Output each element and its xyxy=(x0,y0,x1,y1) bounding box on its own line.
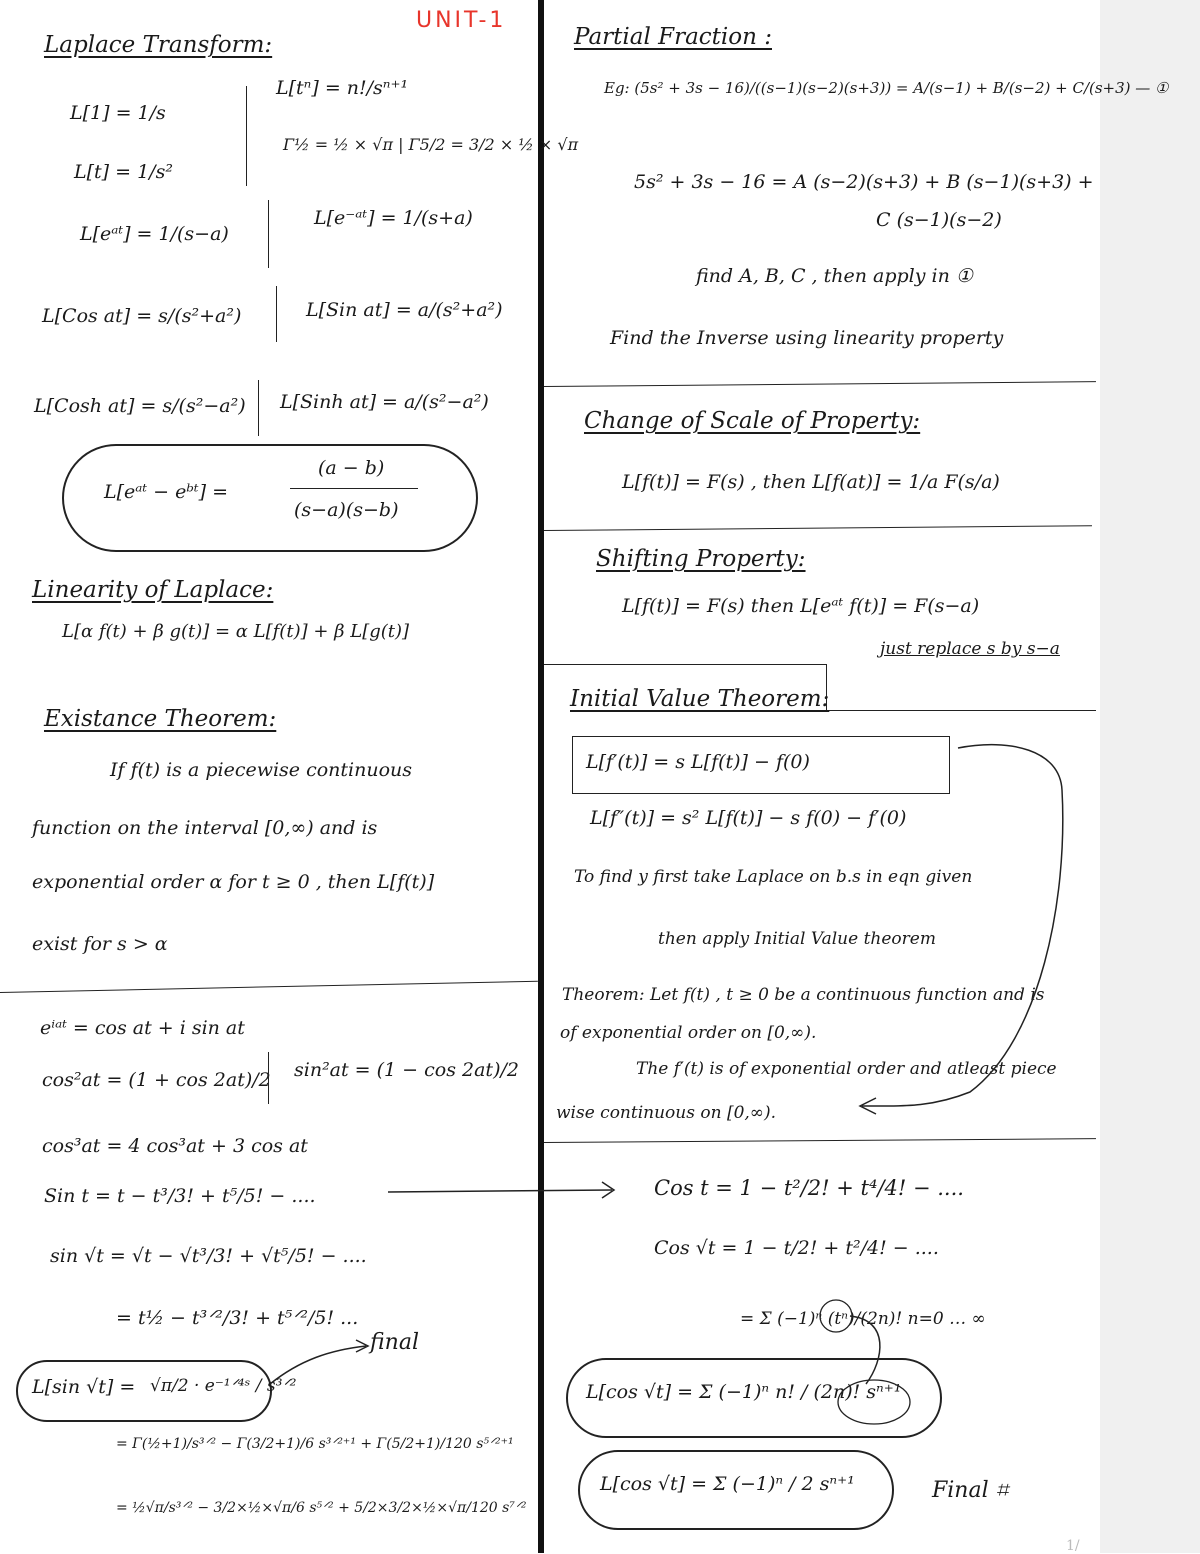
formula-cos: L[Cos at] = s/(s²+a²) xyxy=(42,305,242,327)
page-margin xyxy=(1100,0,1200,1553)
partial-fraction-heading: Partial Fraction : xyxy=(574,24,772,50)
change-of-scale-eq: L[f(t)] = F(s) , then L[f(at)] = 1/a F(s/a) xyxy=(622,471,1000,493)
theorem-line-4: wise continuous on [0,∞). xyxy=(556,1103,776,1123)
existence-line-1: If f(t) is a piecewise continuous xyxy=(110,759,413,781)
section-rule-right-3a xyxy=(544,664,826,665)
sin-square: sin²at = (1 − cos 2at)/2 xyxy=(294,1059,519,1081)
existence-heading: Existance Theorem: xyxy=(44,706,277,732)
cos-sqrt-series: Cos √t = 1 − t/2! + t²/4! − .... xyxy=(654,1237,939,1259)
ivt-heading: Initial Value Theorem: xyxy=(570,686,830,712)
cos-square: cos²at = (1 + cos 2at)/2 xyxy=(42,1069,271,1091)
formula-lt: L[t] = 1/s² xyxy=(74,161,173,183)
separator-4 xyxy=(258,380,259,436)
formula-sin: L[Sin at] = a/(s²+a²) xyxy=(306,299,503,321)
cos-cube: cos³at = 4 cos³at + 3 cos at xyxy=(42,1135,308,1157)
section-rule-right-3c xyxy=(826,710,1096,711)
partial-fraction-example: Eg: (5s² + 3s − 16)/((s−1)(s−2)(s+3)) = A/(s−1) + B/(s−2) + C/(s+3) — ① xyxy=(604,79,1169,97)
result-rhs: √π/2 · e⁻¹ᐟ⁴ˢ / s³ᐟ² xyxy=(150,1376,297,1396)
separator-5 xyxy=(268,1052,269,1104)
separator-1 xyxy=(246,86,247,186)
separator-2 xyxy=(268,200,269,268)
cos-series: Cos t = 1 − t²/2! + t⁴/4! − .... xyxy=(654,1176,964,1200)
change-of-scale-heading: Change of Scale of Property: xyxy=(584,408,921,434)
theorem-line-3: The f′(t) is of exponential order and atleast piece xyxy=(636,1059,1057,1079)
final-label-left: final xyxy=(370,1330,419,1355)
partial-fraction-line-2: 5s² + 3s − 16 = A (s−2)(s+3) + B (s−1)(s+3) + xyxy=(634,171,1094,193)
theorem-line-2: of exponential order on [0,∞). xyxy=(560,1023,817,1043)
shifting-heading: Shifting Property: xyxy=(596,546,806,572)
sin-sqrt-series-2: = t½ − t³ᐟ²/3! + t⁵ᐟ²/5! ... xyxy=(116,1307,359,1329)
final-label-right: Final ⌗ xyxy=(932,1478,1009,1503)
separator-3 xyxy=(276,286,277,342)
partial-fraction-line-3: C (s−1)(s−2) xyxy=(876,209,1002,231)
existence-line-4: exist for s > α xyxy=(32,933,168,955)
linearity-eq: L[α f(t) + β g(t)] = α L[f(t)] + β L[g(t)] xyxy=(62,621,410,642)
formula-sinh: L[Sinh at] = a/(s²−a²) xyxy=(280,391,489,413)
existence-line-2: function on the interval [0,∞) and is xyxy=(32,817,378,839)
formula-cosh: L[Cosh at] = s/(s²−a²) xyxy=(34,395,246,417)
formula-diff-den: (s−a)(s−b) xyxy=(294,499,399,521)
formula-diff-lhs: L[eᵃᵗ − eᵇᵗ] = xyxy=(104,481,228,503)
unit-title: UNIT-1 xyxy=(416,8,507,33)
theorem-line-1: Theorem: Let f(t) , t ≥ 0 be a continuous function and is xyxy=(562,985,1045,1005)
shifting-note: just replace s by s−a xyxy=(880,639,1060,659)
partial-fraction-line-4: find A, B, C , then apply in ① xyxy=(696,265,973,287)
ivt-note-1: To find y first take Laplace on b.s in eqn given xyxy=(574,867,973,887)
formula-eat: L[eᵃᵗ] = 1/(s−a) xyxy=(80,223,229,245)
formula-gamma: Γ½ = ½ × √π | Γ5/2 = 3/2 × ½ × √π xyxy=(283,135,579,154)
laplace-heading: Laplace Transform: xyxy=(44,32,273,58)
column-divider xyxy=(538,0,544,1553)
linearity-heading: Linearity of Laplace: xyxy=(32,577,274,603)
formula-ltn: L[tⁿ] = n!/sⁿ⁺¹ xyxy=(276,77,409,99)
partial-fraction-line-5: Find the Inverse using linearity property xyxy=(610,327,1004,349)
expansion-line-2: = ½√π/s³ᐟ² − 3/2×½×√π/6 s⁵ᐟ² + 5/2×3/2×½×√π/120 s⁷ᐟ² xyxy=(116,1500,527,1516)
sin-sqrt-series: sin √t = √t − √t³/3! + √t⁵/5! − .... xyxy=(50,1245,367,1267)
expansion-line-1: = Γ(½+1)/s³ᐟ² − Γ(3/2+1)/6 s³ᐟ²⁺¹ + Γ(5/2+1)/120 s⁵ᐟ²⁺¹ xyxy=(116,1436,514,1452)
laplace-cos-sqrt: L[cos √t] = Σ (−1)ⁿ n! / (2n)! sⁿ⁺¹ xyxy=(586,1381,902,1403)
shifting-eq: L[f(t)] = F(s) then L[eᵃᵗ f(t)] = F(s−a) xyxy=(622,595,980,617)
ivt-eq-1: L[f′(t)] = s L[f(t)] − f(0) xyxy=(586,751,810,773)
sum-form: = Σ (−1)ⁿ (tⁿ)/(2n)! n=0 … ∞ xyxy=(740,1309,986,1329)
result-lhs: L[sin √t] = xyxy=(32,1376,136,1398)
laplace-cos-final: L[cos √t] = Σ (−1)ⁿ / 2 sⁿ⁺¹ xyxy=(600,1473,855,1495)
existence-line-3: exponential order α for t ≥ 0 , then L[f(t)] xyxy=(32,871,435,893)
page-number: 1/ xyxy=(1066,1538,1080,1554)
formula-emat: L[e⁻ᵃᵗ] = 1/(s+a) xyxy=(314,207,473,229)
euler-formula: eⁱᵃᵗ = cos at + i sin at xyxy=(40,1017,245,1039)
formula-diff-num: (a − b) xyxy=(318,457,385,479)
formula-l1: L[1] = 1/s xyxy=(70,102,166,124)
ivt-note-2: then apply Initial Value theorem xyxy=(658,929,936,949)
ivt-eq-2: L[f″(t)] = s² L[f(t)] − s f(0) − f′(0) xyxy=(590,807,907,829)
sin-series: Sin t = t − t³/3! + t⁵/5! − .... xyxy=(44,1185,316,1207)
fraction-bar xyxy=(290,488,418,489)
